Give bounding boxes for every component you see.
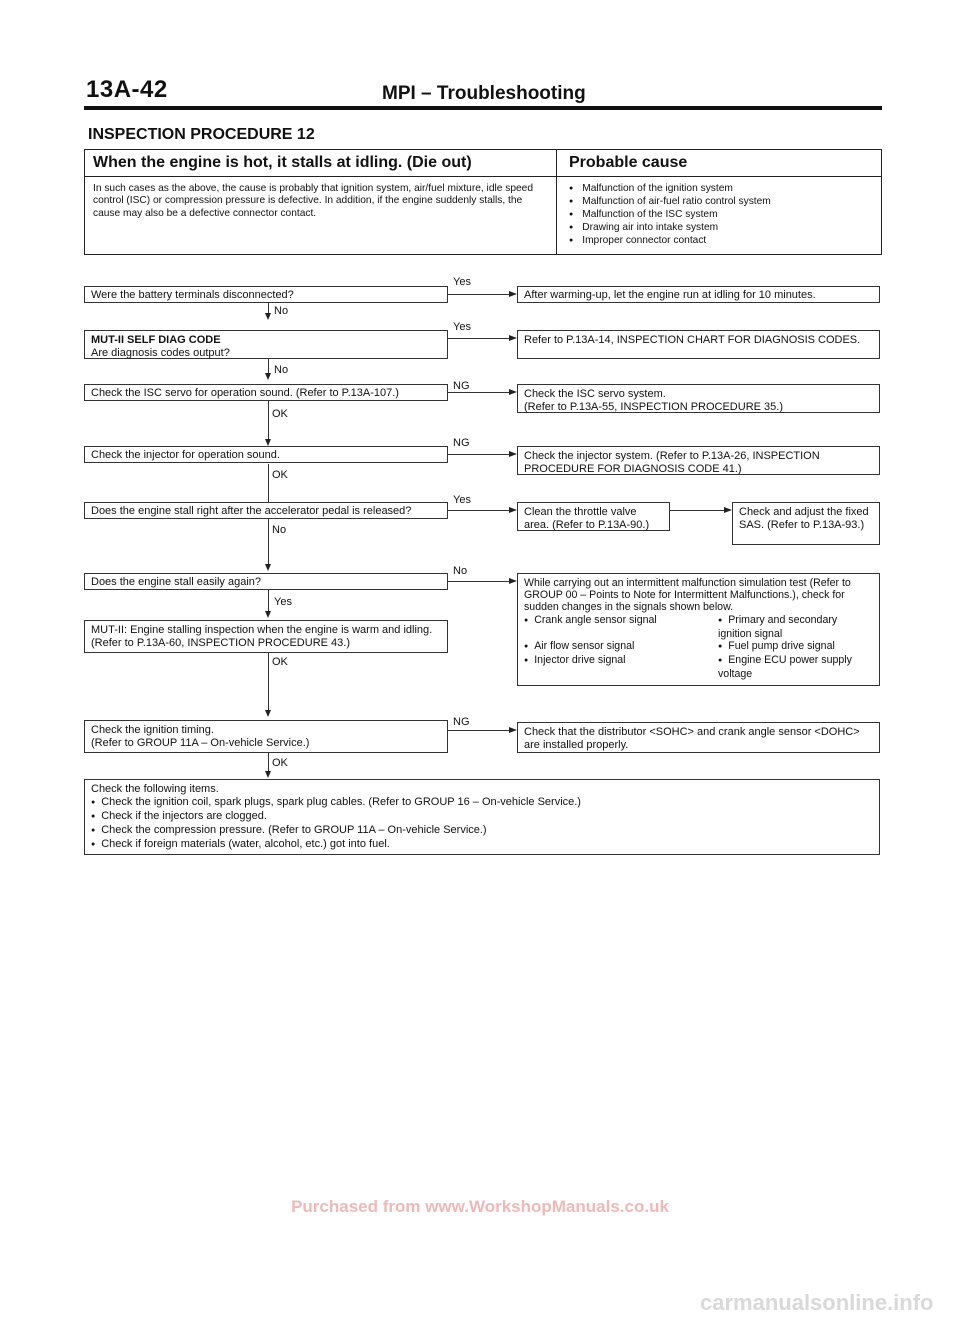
- cause-item: ● Improper connector contact: [569, 235, 869, 248]
- connector-line: [268, 358, 269, 374]
- connector-line: [448, 510, 510, 511]
- connector-line: [448, 730, 510, 731]
- branch-label-no: No: [274, 305, 289, 317]
- branch-label-ok: OK: [272, 656, 288, 668]
- connector-line: [448, 338, 510, 339]
- connector-line: [268, 516, 269, 564]
- simulation-test-text: While carrying out an intermittent malfunction simulation test (Refer to GROUP 00 – Points to Note for Intermittent Malfunctions.), check for sudden changes in the signals shown below.: [524, 577, 851, 613]
- arrow-right-icon: [509, 451, 517, 457]
- branch-label-yes: Yes: [274, 596, 292, 608]
- arrow-down-icon: [265, 611, 271, 618]
- action-check-injector-system: Check the injector system. (Refer to P.13A-26, INSPECTION PROCEDURE FOR DIAGNOSIS CODE 41.): [517, 446, 880, 475]
- arrow-right-icon: [509, 507, 517, 513]
- header-rule: [84, 106, 882, 110]
- mut-stalling-inspection: MUT-II: Engine stalling inspection when the engine is warm and idling. (Refer to P.13A-60, INSPECTION PROCEDURE 43.): [84, 620, 448, 653]
- summary-body-row: [85, 177, 881, 254]
- branch-label-ok: OK: [272, 757, 288, 769]
- symptom-description: In such cases as the above, the cause is probably that ignition system, air/fuel mixture, idle speed control (ISC) or compression pressure is defective. In addition, if the engine suddenly stalls, the cause may also be a defective connector contact.: [85, 177, 557, 254]
- diag-code-heading: MUT-II SELF DIAG CODE: [91, 334, 221, 346]
- connector-line: [448, 294, 510, 295]
- connector-line: [448, 581, 510, 582]
- branch-label-yes: Yes: [453, 276, 471, 288]
- connector-line: [448, 454, 510, 455]
- summary-table: [84, 149, 882, 255]
- final-check-heading: Check the following items.: [91, 783, 219, 795]
- diag-code-question: Are diagnosis codes output?: [91, 347, 230, 359]
- connector-line: [448, 392, 510, 393]
- branch-label-ok: OK: [272, 469, 288, 481]
- branch-label-no: No: [272, 524, 287, 536]
- action-intermittent-simulation-test: [517, 573, 880, 686]
- signal-item: ● Engine ECU power supply voltage: [718, 654, 873, 680]
- branch-label-ng: NG: [453, 380, 470, 392]
- cause-heading: Probable cause: [569, 154, 688, 171]
- action-adjust-fixed-sas: Check and adjust the fixed SAS. (Refer to P.13A-93.): [732, 502, 880, 545]
- purchased-from-link[interactable]: Purchased from www.WorkshopManuals.co.uk: [291, 1197, 669, 1216]
- symptom-heading: When the engine is hot, it stalls at idling. (Die out): [85, 150, 557, 176]
- branch-label-yes: Yes: [453, 494, 471, 506]
- watermark-text: carmanualsonline.info: [700, 1290, 934, 1315]
- question-battery-disconnected: Were the battery terminals disconnected?: [84, 286, 448, 303]
- action-refer-diag-chart: Refer to P.13A-14, INSPECTION CHART FOR DIAGNOSIS CODES.: [517, 330, 880, 359]
- page-number: 13A-42: [86, 76, 168, 103]
- action-warm-up-idle: After warming-up, let the engine run at idling for 10 minutes.: [517, 286, 880, 303]
- final-check-item: ● Check if foreign materials (water, alcohol, etc.) got into fuel.: [91, 838, 873, 852]
- action-clean-throttle-valve: Clean the throttle valve area. (Refer to P.13A-90.): [517, 502, 670, 531]
- summary-header-row: [85, 150, 881, 177]
- arrow-down-icon: [265, 710, 271, 717]
- final-check-item: ● Check the compression pressure. (Refer to GROUP 11A – On-vehicle Service.): [91, 824, 873, 838]
- question-isc-servo-sound: Check the ISC servo for operation sound. (Refer to P.13A-107.): [84, 384, 448, 401]
- arrow-right-icon: [509, 291, 517, 297]
- signal-item: ● Fuel pump drive signal: [718, 640, 873, 654]
- question-stall-after-pedal-release: Does the engine stall right after the accelerator pedal is released?: [84, 502, 448, 519]
- ignition-timing-line2: (Refer to GROUP 11A – On-vehicle Service.): [91, 737, 310, 749]
- isc-check-line1: Check the ISC servo system.: [524, 388, 666, 400]
- arrow-down-icon: [265, 313, 271, 320]
- cause-item: ● Malfunction of air-fuel ratio control system: [569, 196, 869, 209]
- signal-item: ● Injector drive signal: [524, 654, 714, 680]
- procedure-title: INSPECTION PROCEDURE 12: [88, 126, 315, 143]
- final-check-item: ● Check if the injectors are clogged.: [91, 810, 873, 824]
- connector-line: [268, 589, 269, 611]
- connector-line: [268, 400, 269, 439]
- arrow-right-icon: [509, 578, 517, 584]
- signal-list: [524, 614, 873, 680]
- arrow-right-icon: [509, 389, 517, 395]
- branch-label-no: No: [453, 565, 468, 577]
- cause-item: ● Drawing air into intake system: [569, 222, 869, 235]
- arrow-right-icon: [509, 727, 517, 733]
- connector-line: [670, 510, 725, 511]
- branch-label-yes: Yes: [453, 321, 471, 333]
- arrow-down-icon: [265, 439, 271, 446]
- isc-check-line2: (Refer to P.13A-55, INSPECTION PROCEDURE 35.): [524, 401, 783, 413]
- question-injector-sound: Check the injector for operation sound.: [84, 446, 448, 463]
- ignition-timing-line1: Check the ignition timing.: [91, 724, 214, 736]
- cause-list: [569, 183, 869, 248]
- connector-line: [268, 652, 269, 710]
- cause-list-cell: [557, 177, 881, 254]
- final-check-item: ● Check the ignition coil, spark plugs, spark plug cables. (Refer to GROUP 16 – On-vehicle Service.): [91, 796, 873, 810]
- connector-line: [268, 752, 269, 771]
- arrow-down-icon: [265, 771, 271, 778]
- branch-label-ng: NG: [453, 716, 470, 728]
- arrow-down-icon: [265, 564, 271, 571]
- arrow-right-icon: [509, 335, 517, 341]
- signal-item: ● Air flow sensor signal: [524, 640, 714, 654]
- branch-label-ok: OK: [272, 408, 288, 420]
- branch-label-no: No: [274, 364, 289, 376]
- signal-item: ● Crank angle sensor signal: [524, 614, 714, 640]
- final-check-list: [91, 796, 873, 852]
- arrow-down-icon: [265, 373, 271, 380]
- connector-line: [268, 464, 269, 503]
- cause-item: ● Malfunction of the ISC system: [569, 209, 869, 222]
- arrow-right-icon: [724, 507, 732, 513]
- final-check-items: [84, 779, 880, 855]
- branch-label-ng: NG: [453, 437, 470, 449]
- section-title: MPI – Troubleshooting: [382, 83, 586, 104]
- action-check-distributor-sensor: Check that the distributor <SOHC> and crank angle sensor <DOHC> are installed properly.: [517, 722, 880, 753]
- signal-item: ● Primary and secondary ignition signal: [718, 614, 873, 640]
- question-diag-codes: [84, 330, 448, 359]
- question-stall-easily-again: Does the engine stall easily again?: [84, 573, 448, 590]
- action-check-isc-system: [517, 384, 880, 413]
- cause-item: ● Malfunction of the ignition system: [569, 183, 869, 196]
- question-ignition-timing: [84, 720, 448, 753]
